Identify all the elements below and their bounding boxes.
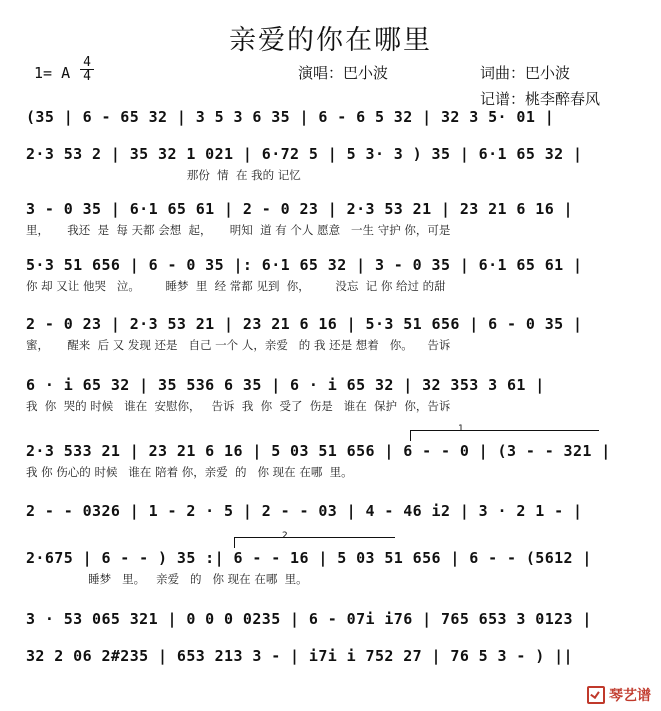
composer-credit: 词曲：巴小波 bbox=[480, 64, 571, 82]
notation: 3 - 0 35 | 6·1 65 61 | 2 - 0 23 | 2·3 53 21 | 23 21 6 16 | bbox=[26, 200, 573, 218]
lyrics: 你 却 又让 他哭 泣。 睡梦 里 经 常都 见到 你， 没忘 记 你 给过 的甜 bbox=[26, 279, 446, 293]
notation: 32 2 06 2#235 | 653 213 3 - | i7i i 752 27 | 76 5 3 - ) || bbox=[26, 647, 573, 665]
time-signature-bottom: 4 bbox=[80, 69, 94, 83]
lyrics: 我 你 哭的 时候 谁在 安慰你， 告诉 我 你 受了 伤是 谁在 保护 你，告诉 bbox=[26, 399, 451, 413]
time-signature bbox=[80, 56, 94, 83]
site-watermark bbox=[587, 685, 651, 705]
first-ending-label: 1 bbox=[458, 424, 464, 434]
notation: 2 - 0 23 | 2·3 53 21 | 23 21 6 16 | 5·3 51 656 | 6 - 0 35 | bbox=[26, 315, 583, 333]
singer-credit: 演唱：巴小波 bbox=[298, 64, 389, 82]
scorer-credit: 记谱：桃李醉春风 bbox=[480, 90, 601, 108]
second-ending-label: 2 bbox=[282, 531, 288, 541]
notation: 2·675 | 6 - - ) 35 :| 6 - - 16 | 5 03 51 656 | 6 - - (5612 | bbox=[26, 549, 592, 567]
notation: 2 - - 0326 | 1 - 2 · 5 | 2 - - 03 | 4 - 46 i2 | 3 · 2 1 - | bbox=[26, 502, 583, 520]
lyrics: 里， 我还 是 每 天都 会想 起， 明知 道 有 个人 愿意 一生 守护 你，可是 bbox=[26, 223, 451, 237]
first-ending-bracket bbox=[410, 430, 599, 441]
notation: 2·3 53 2 | 35 32 1 021 | 6·72 5 | 5 3· 3 ) 35 | 6·1 65 32 | bbox=[26, 145, 583, 163]
logo-icon bbox=[587, 686, 605, 704]
notation: 5·3 51 656 | 6 - 0 35 |: 6·1 65 32 | 3 - 0 35 | 6·1 65 61 | bbox=[26, 256, 583, 274]
time-signature-top: 4 bbox=[83, 55, 91, 70]
lyrics: 蜜， 醒来 后 又 发现 还是 自己 一个 人，亲爱 的 我 还是 想着 你。 告诉 bbox=[26, 338, 451, 352]
notation: (35 | 6 - 65 32 | 3 5 3 6 35 | 6 - 6 5 32 | 32 3 5· 01 | bbox=[26, 108, 555, 126]
notation: 2·3 533 21 | 23 21 6 16 | 5 03 51 656 | 6 - - 0 | (3 - - 321 | bbox=[26, 442, 611, 460]
notation: 6 · i 65 32 | 35 536 6 35 | 6 · i 65 32 | 32 353 3 61 | bbox=[26, 376, 545, 394]
lyrics: 睡梦 里。 亲爱 的 你 现在 在哪 里。 bbox=[26, 572, 308, 586]
key-signature: 1= A bbox=[34, 64, 71, 82]
lyrics: 那份 情 在 我的 记忆 bbox=[26, 168, 301, 182]
lyrics: 我 你 伤心的 时候 谁在 陪着 你，亲爱 的 你 现在 在哪 里。 bbox=[26, 465, 353, 479]
song-title: 亲爱的你在哪里 bbox=[229, 25, 432, 56]
second-ending-bracket bbox=[234, 537, 395, 548]
notation: 3 · 53 065 321 | 0 0 0 0235 | 6 - 07i i76 | 765 653 3 0123 | bbox=[26, 610, 592, 628]
watermark-text: 琴艺谱 bbox=[609, 688, 651, 704]
